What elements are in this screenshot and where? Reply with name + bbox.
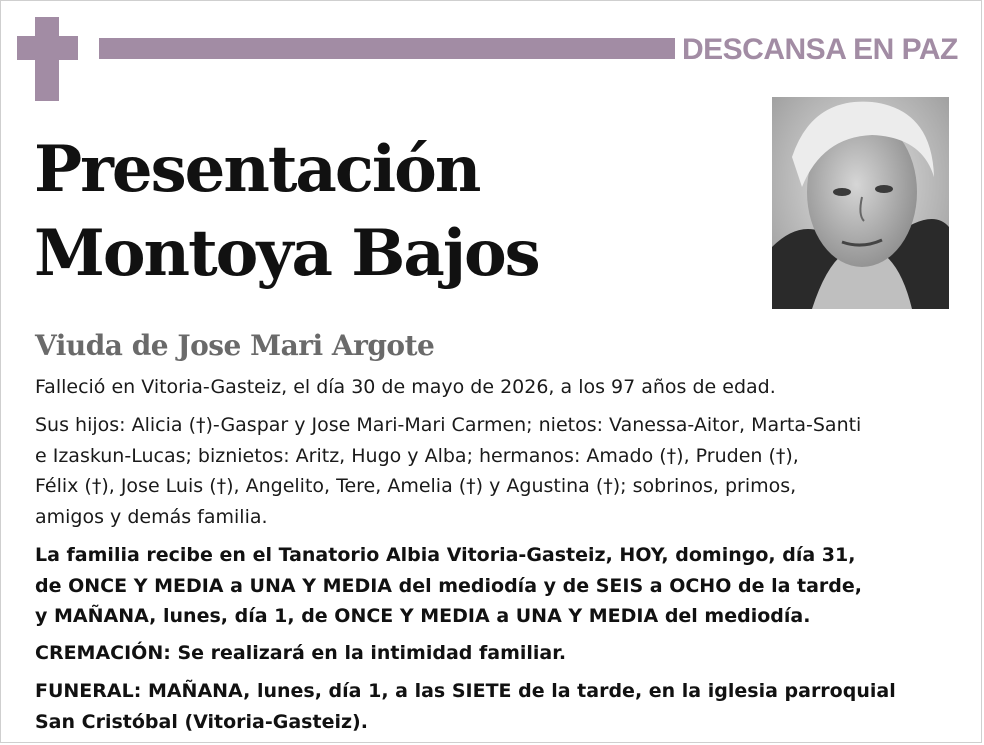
visitation-line: de ONCE Y MEDIA a UNA Y MEDIA del mediodía y de SEIS a OCHO de la tarde, <box>35 574 862 597</box>
death-notice: Falleció en Vitoria-Gasteiz, el día 30 de mayo de 2026, a los 97 años de edad. <box>35 376 776 398</box>
funeral-line: FUNERAL: MAÑANA, lunes, día 1, a las SIETE de la tarde, en la iglesia parroquial <box>35 680 896 702</box>
cremation-paragraph: CREMACIÓN: Se realizará en la intimidad familiar. <box>35 642 567 664</box>
funeral-line: San Cristóbal (Vitoria-Gasteiz). <box>35 710 368 733</box>
name-line-2: Montoya Bajos <box>34 216 539 291</box>
family-line: e Izaskun-Lucas; biznietos: Aritz, Hugo y Alba; hermanos: Amado (†), Pruden (†), <box>35 444 799 467</box>
portrait-photo <box>772 97 949 309</box>
family-line: Sus hijos: Alicia (†)-Gaspar y Jose Mari-Mari Carmen; nietos: Vanessa-Aitor, Marta-Santi <box>35 414 862 436</box>
family-line: Félix (†), Jose Luis (†), Angelito, Tere, Amelia (†) y Agustina (†); sobrinos, primos, <box>35 475 797 497</box>
header-bar <box>99 38 675 59</box>
family-paragraph <box>35 410 955 532</box>
funeral-paragraph <box>35 676 955 737</box>
name-line-1: Presentación <box>34 132 480 207</box>
visitation-paragraph <box>35 540 955 632</box>
deceased-name <box>34 128 539 296</box>
visitation-line: La familia recibe en el Tanatorio Albia Vitoria-Gasteiz, HOY, domingo, día 31, <box>35 544 856 566</box>
family-line: amigos y demás familia. <box>35 505 268 528</box>
visitation-line: y MAÑANA, lunes, día 1, de ONCE Y MEDIA a UNA Y MEDIA del mediodía. <box>35 605 811 627</box>
subtitle: Viuda de Jose Mari Argote <box>35 329 435 362</box>
banner-text: DESCANSA EN PAZ <box>682 33 958 66</box>
